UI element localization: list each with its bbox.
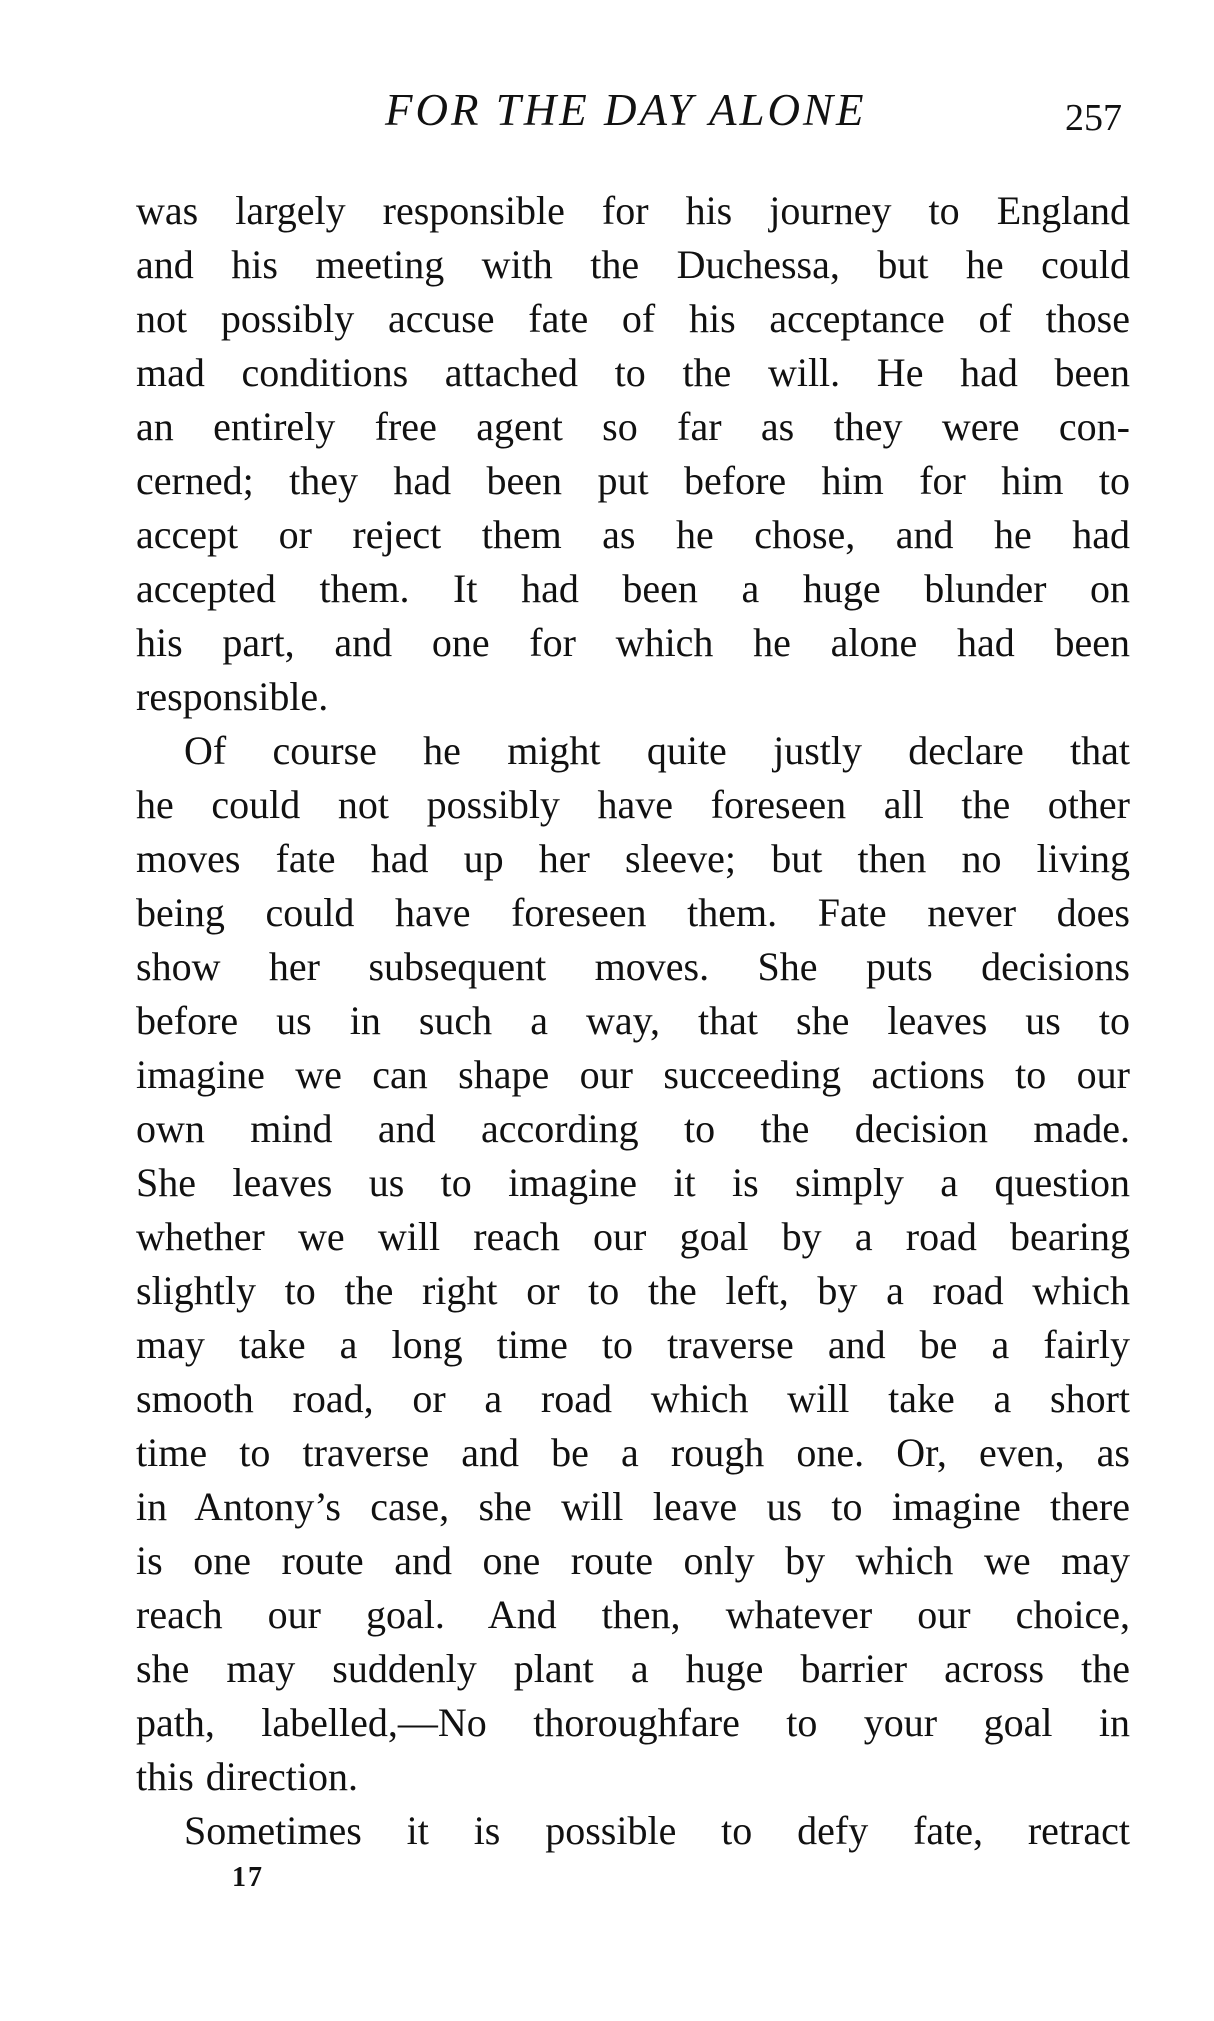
- signature-mark: 17: [232, 1862, 264, 1893]
- text-line: his part, and one for which he alone had been: [136, 620, 1130, 665]
- text-line: and his meeting with the Duchessa, but he could: [136, 242, 1130, 287]
- text-line: imagine we can shape our succeeding actions to our: [136, 1052, 1130, 1097]
- page-number: 257: [1065, 97, 1122, 139]
- text-line: mad conditions attached to the will. He had been: [136, 350, 1130, 395]
- text-line: this direction.: [136, 1754, 358, 1799]
- text-line: accept or reject them as he chose, and he had: [136, 512, 1130, 557]
- text-line: responsible.: [136, 674, 329, 719]
- text-line: is one route and one route only by which we may: [136, 1538, 1130, 1583]
- paragraph-start-line: Of course he might quite justly declare that: [184, 728, 1130, 773]
- text-line: path, labelled,—No thoroughfare to your goal in: [136, 1700, 1130, 1745]
- body-text: [136, 184, 1130, 1858]
- text-line: reach our goal. And then, whatever our choice,: [136, 1592, 1130, 1637]
- text-line: in Antony’s case, she will leave us to imagine there: [136, 1484, 1130, 1529]
- text-line: own mind and according to the decision made.: [136, 1106, 1130, 1151]
- text-line: an entirely free agent so far as they were con-: [136, 404, 1130, 449]
- text-line: whether we will reach our goal by a road bearing: [136, 1214, 1130, 1259]
- text-line: was largely responsible for his journey to England: [136, 188, 1130, 233]
- text-line: may take a long time to traverse and be a fairly: [136, 1322, 1130, 1367]
- text-line: slightly to the right or to the left, by a road which: [136, 1268, 1130, 1313]
- text-line: before us in such a way, that she leaves us to: [136, 998, 1130, 1043]
- text-line: time to traverse and be a rough one. Or, even, as: [136, 1430, 1130, 1475]
- text-line: moves fate had up her sleeve; but then no living: [136, 836, 1130, 881]
- text-line: he could not possibly have foreseen all the other: [136, 782, 1130, 827]
- text-line: being could have foreseen them. Fate never does: [136, 890, 1130, 935]
- text-line: cerned; they had been put before him for him to: [136, 458, 1130, 503]
- text-line: show her subsequent moves. She puts decisions: [136, 944, 1130, 989]
- running-title: FOR THE DAY ALONE: [385, 85, 867, 135]
- text-line: smooth road, or a road which will take a short: [136, 1376, 1130, 1421]
- text-line: she may suddenly plant a huge barrier across the: [136, 1646, 1130, 1691]
- paragraph-start-line: Sometimes it is possible to defy fate, retract: [184, 1808, 1130, 1853]
- text-line: accepted them. It had been a huge blunder on: [136, 566, 1130, 611]
- text-line: She leaves us to imagine it is simply a question: [136, 1160, 1130, 1205]
- running-head: [0, 80, 1214, 140]
- text-line: not possibly accuse fate of his acceptance of those: [136, 296, 1130, 341]
